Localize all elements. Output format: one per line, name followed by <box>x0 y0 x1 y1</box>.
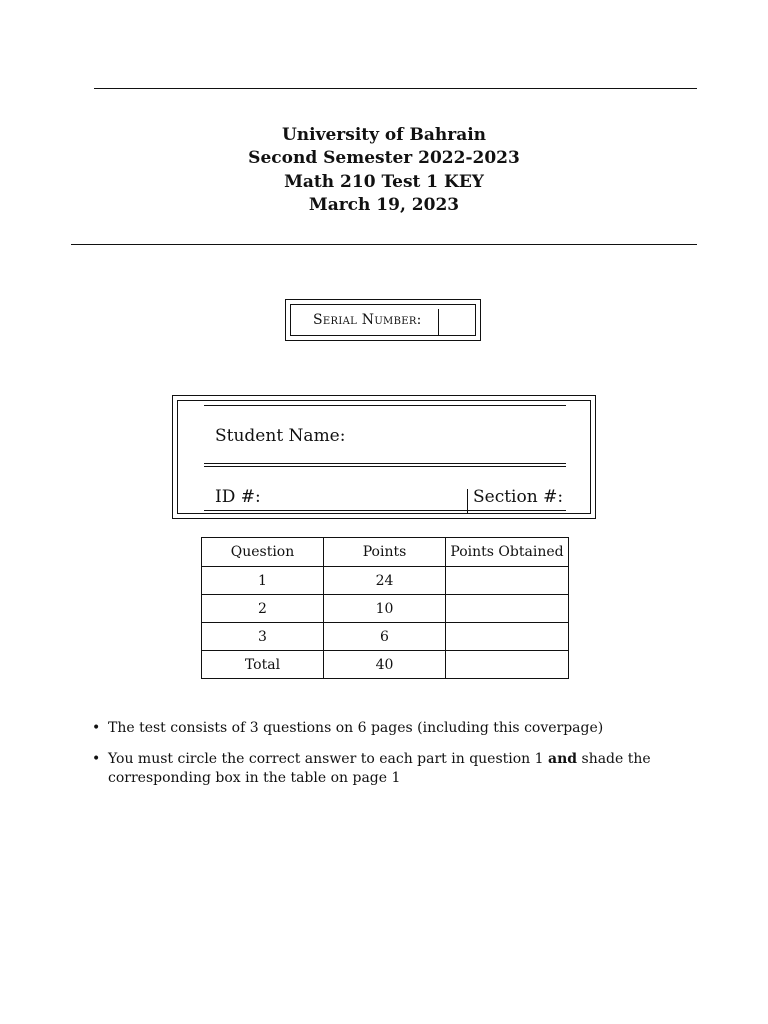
header-question: Question <box>202 538 324 567</box>
cell-points-obtained <box>446 567 569 595</box>
cell-points-obtained <box>446 595 569 623</box>
course-title: Math 210 Test 1 KEY <box>284 171 484 192</box>
table-row <box>202 595 569 623</box>
header-points: Points <box>324 538 446 567</box>
name-top-line <box>204 405 566 406</box>
instruction-text-part: shade the corresponding box in the table on page 1 <box>108 751 651 786</box>
instruction-emphasis: and <box>548 751 578 767</box>
cell-points: 10 <box>324 595 446 623</box>
table-row <box>202 623 569 651</box>
table-row <box>202 567 569 595</box>
cell-points-obtained <box>446 623 569 651</box>
serial-number-label: Serial Number: <box>313 312 422 328</box>
id-top-line <box>204 466 566 467</box>
exam-date: March 19, 2023 <box>308 194 460 215</box>
cell-question: 3 <box>202 623 324 651</box>
name-bottom-line <box>204 463 566 464</box>
cell-points: 24 <box>324 567 446 595</box>
instruction-text: The test consists of 3 questions on 6 pages (including this coverpage) <box>108 720 604 736</box>
bullet-icon: • <box>92 720 101 736</box>
serial-number-field <box>438 309 439 335</box>
student-name-label: Student Name: <box>215 426 346 446</box>
header-points-obtained: Points Obtained <box>446 538 569 567</box>
title-block <box>0 124 768 217</box>
points-table <box>201 537 569 679</box>
bullet-icon: • <box>92 751 101 767</box>
instructions-list <box>92 719 700 800</box>
serial-number-inner-frame <box>290 304 476 336</box>
instruction-text-part: You must circle the correct answer to each part in question 1 <box>108 751 549 767</box>
cell-question: 2 <box>202 595 324 623</box>
student-info-box <box>172 395 596 519</box>
cell-points: 40 <box>324 651 446 679</box>
list-item <box>92 750 700 788</box>
cell-points-obtained <box>446 651 569 679</box>
id-bottom-line <box>204 510 566 511</box>
student-info-inner-frame <box>177 400 591 514</box>
semester: Second Semester 2022-2023 <box>248 148 520 169</box>
section-label: Section #: <box>473 487 564 507</box>
table-row-total <box>202 651 569 679</box>
header-rule <box>71 244 697 245</box>
list-item <box>92 719 700 738</box>
top-rule <box>94 88 697 89</box>
serial-number-box <box>285 299 481 341</box>
cell-question: Total <box>202 651 324 679</box>
id-label: ID #: <box>215 487 261 507</box>
cell-points: 6 <box>324 623 446 651</box>
cell-question: 1 <box>202 567 324 595</box>
table-header-row <box>202 538 569 567</box>
university-name: University of Bahrain <box>281 125 487 145</box>
